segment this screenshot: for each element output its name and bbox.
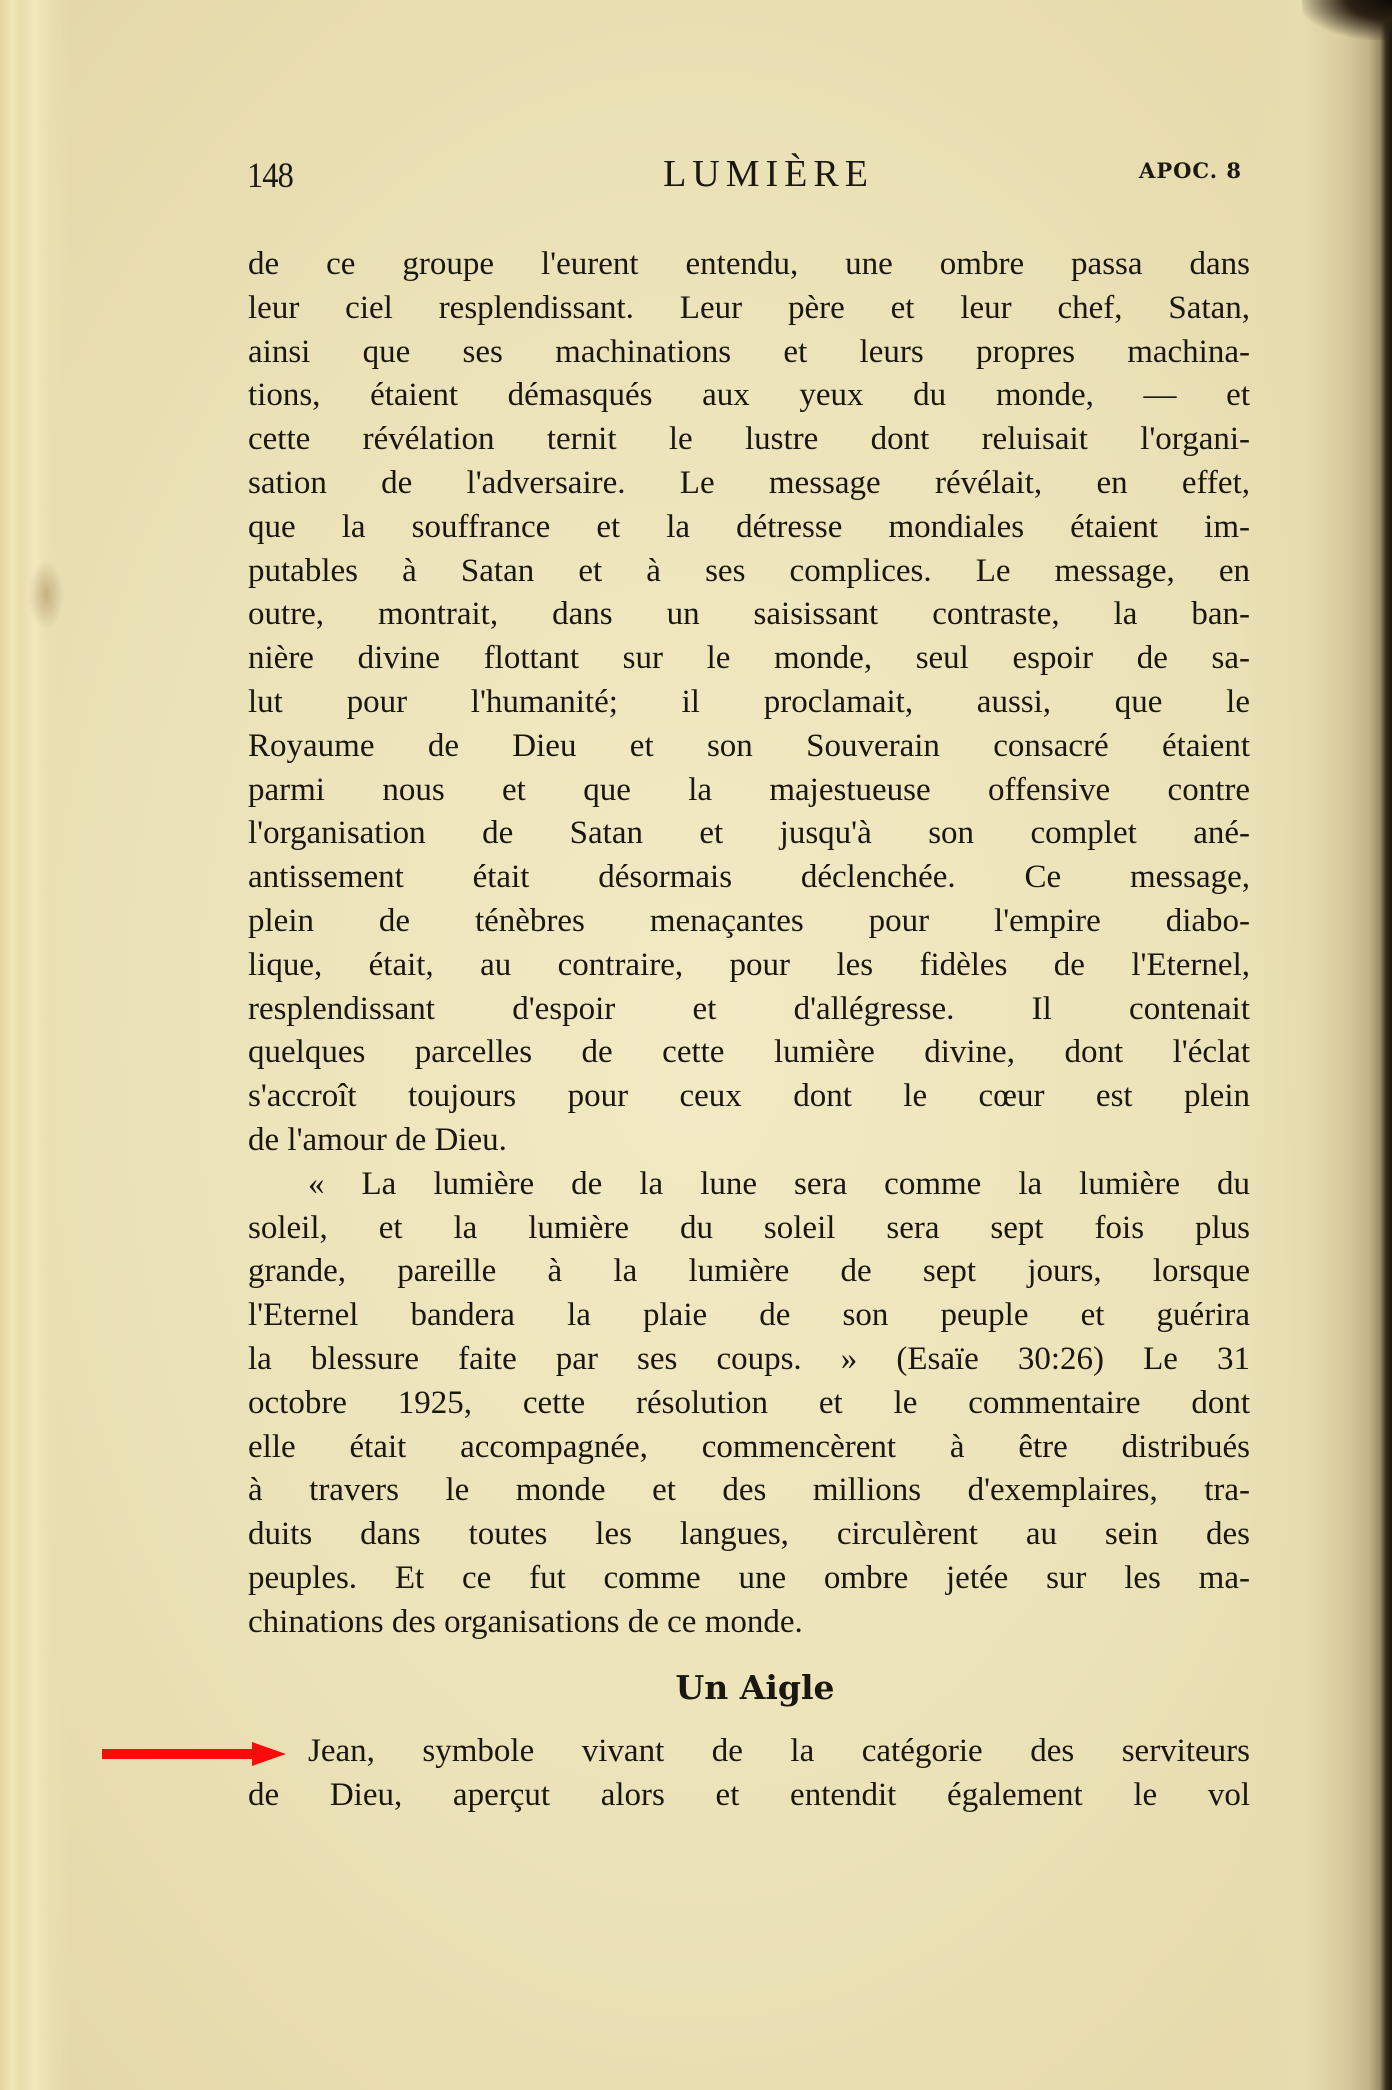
text-line: chinations des organisations de ce monde. (248, 1603, 803, 1640)
text-line: l'organisation de Satan et jusqu'à son complet ané- (248, 815, 1250, 852)
text-line: s'accroît toujours pour ceux dont le cœur est plein (248, 1078, 1250, 1115)
text-line: l'Eternel bandera la plaie de son peuple et guérira (248, 1297, 1250, 1334)
text-line: que la souffrance et la détresse mondiales étaient im- (248, 508, 1250, 545)
chapter-reference: APOC. 8 (1139, 158, 1242, 183)
text-line: nière divine flottant sur le monde, seul espoir de sa- (248, 640, 1250, 677)
text-line: soleil, et la lumière du soleil sera sept fois plus (248, 1209, 1250, 1246)
text-line: outre, montrait, dans un saisissant contraste, la ban- (248, 596, 1250, 633)
binding-stain (28, 560, 64, 630)
text-line: de l'amour de Dieu. (248, 1121, 507, 1158)
section-heading: Un Aigle (675, 1668, 835, 1707)
text-line: tions, étaient démasqués aux yeux du monde, — et (248, 377, 1250, 414)
text-line: parmi nous et que la majestueuse offensive contre (248, 771, 1250, 808)
text-line: sation de l'adversaire. Le message révélait, en effet, (248, 464, 1250, 501)
text-line: octobre 1925, cette résolution et le commentaire dont (248, 1384, 1250, 1421)
text-line: peuples. Et ce fut comme une ombre jetée sur les ma- (248, 1559, 1250, 1596)
text-line: lut pour l'humanité; il proclamait, aussi, que le (248, 683, 1250, 720)
text-line: plein de ténèbres menaçantes pour l'empire diabo- (248, 902, 1250, 939)
text-line: resplendissant d'espoir et d'allégresse. Il contenait (248, 990, 1250, 1027)
text-line: lique, était, au contraire, pour les fidèles de l'Eternel, (248, 946, 1250, 983)
text-line: putables à Satan et à ses complices. Le message, en (248, 552, 1250, 589)
text-line: à travers le monde et des millions d'exemplaires, tra- (248, 1472, 1250, 1509)
text-line: cette révélation ternit le lustre dont reluisait l'organi- (248, 421, 1250, 458)
text-line: Royaume de Dieu et son Souverain consacré étaient (248, 727, 1250, 764)
page-corner-shadow (1302, 0, 1392, 40)
text-line: « La lumière de la lune sera comme la lumière du (308, 1165, 1250, 1202)
text-line: Jean, symbole vivant de la catégorie des serviteurs (308, 1733, 1250, 1769)
text-line: leur ciel resplendissant. Leur père et leur chef, Satan, (248, 289, 1250, 326)
text-line: la blessure faite par ses coups. » (Esaïe 30:26) Le 31 (248, 1340, 1250, 1377)
body-text (248, 243, 1250, 1645)
text-line: ainsi que ses machinations et leurs propres machina- (248, 333, 1250, 370)
text-line: antissement était désormais déclenchée. Ce message, (248, 859, 1250, 896)
paragraph-1 (248, 243, 1250, 1163)
text-line: elle était accompagnée, commencèrent à être distribués (248, 1428, 1250, 1465)
section-paragraph (248, 1730, 1250, 1818)
text-line: grande, pareille à la lumière de sept jours, lorsque (248, 1253, 1250, 1290)
text-line: quelques parcelles de cette lumière divine, dont l'éclat (248, 1034, 1250, 1071)
text-line: duits dans toutes les langues, circulèrent au sein des (248, 1516, 1250, 1553)
text-line: de ce groupe l'eurent entendu, une ombre passa dans (248, 246, 1250, 282)
text-line: de Dieu, aperçut alors et entendit également le vol (248, 1776, 1250, 1813)
running-header (247, 150, 1250, 195)
page-number: 148 (247, 155, 293, 195)
paragraph-2 (248, 1163, 1250, 1645)
running-title: LUMIÈRE (663, 153, 874, 195)
